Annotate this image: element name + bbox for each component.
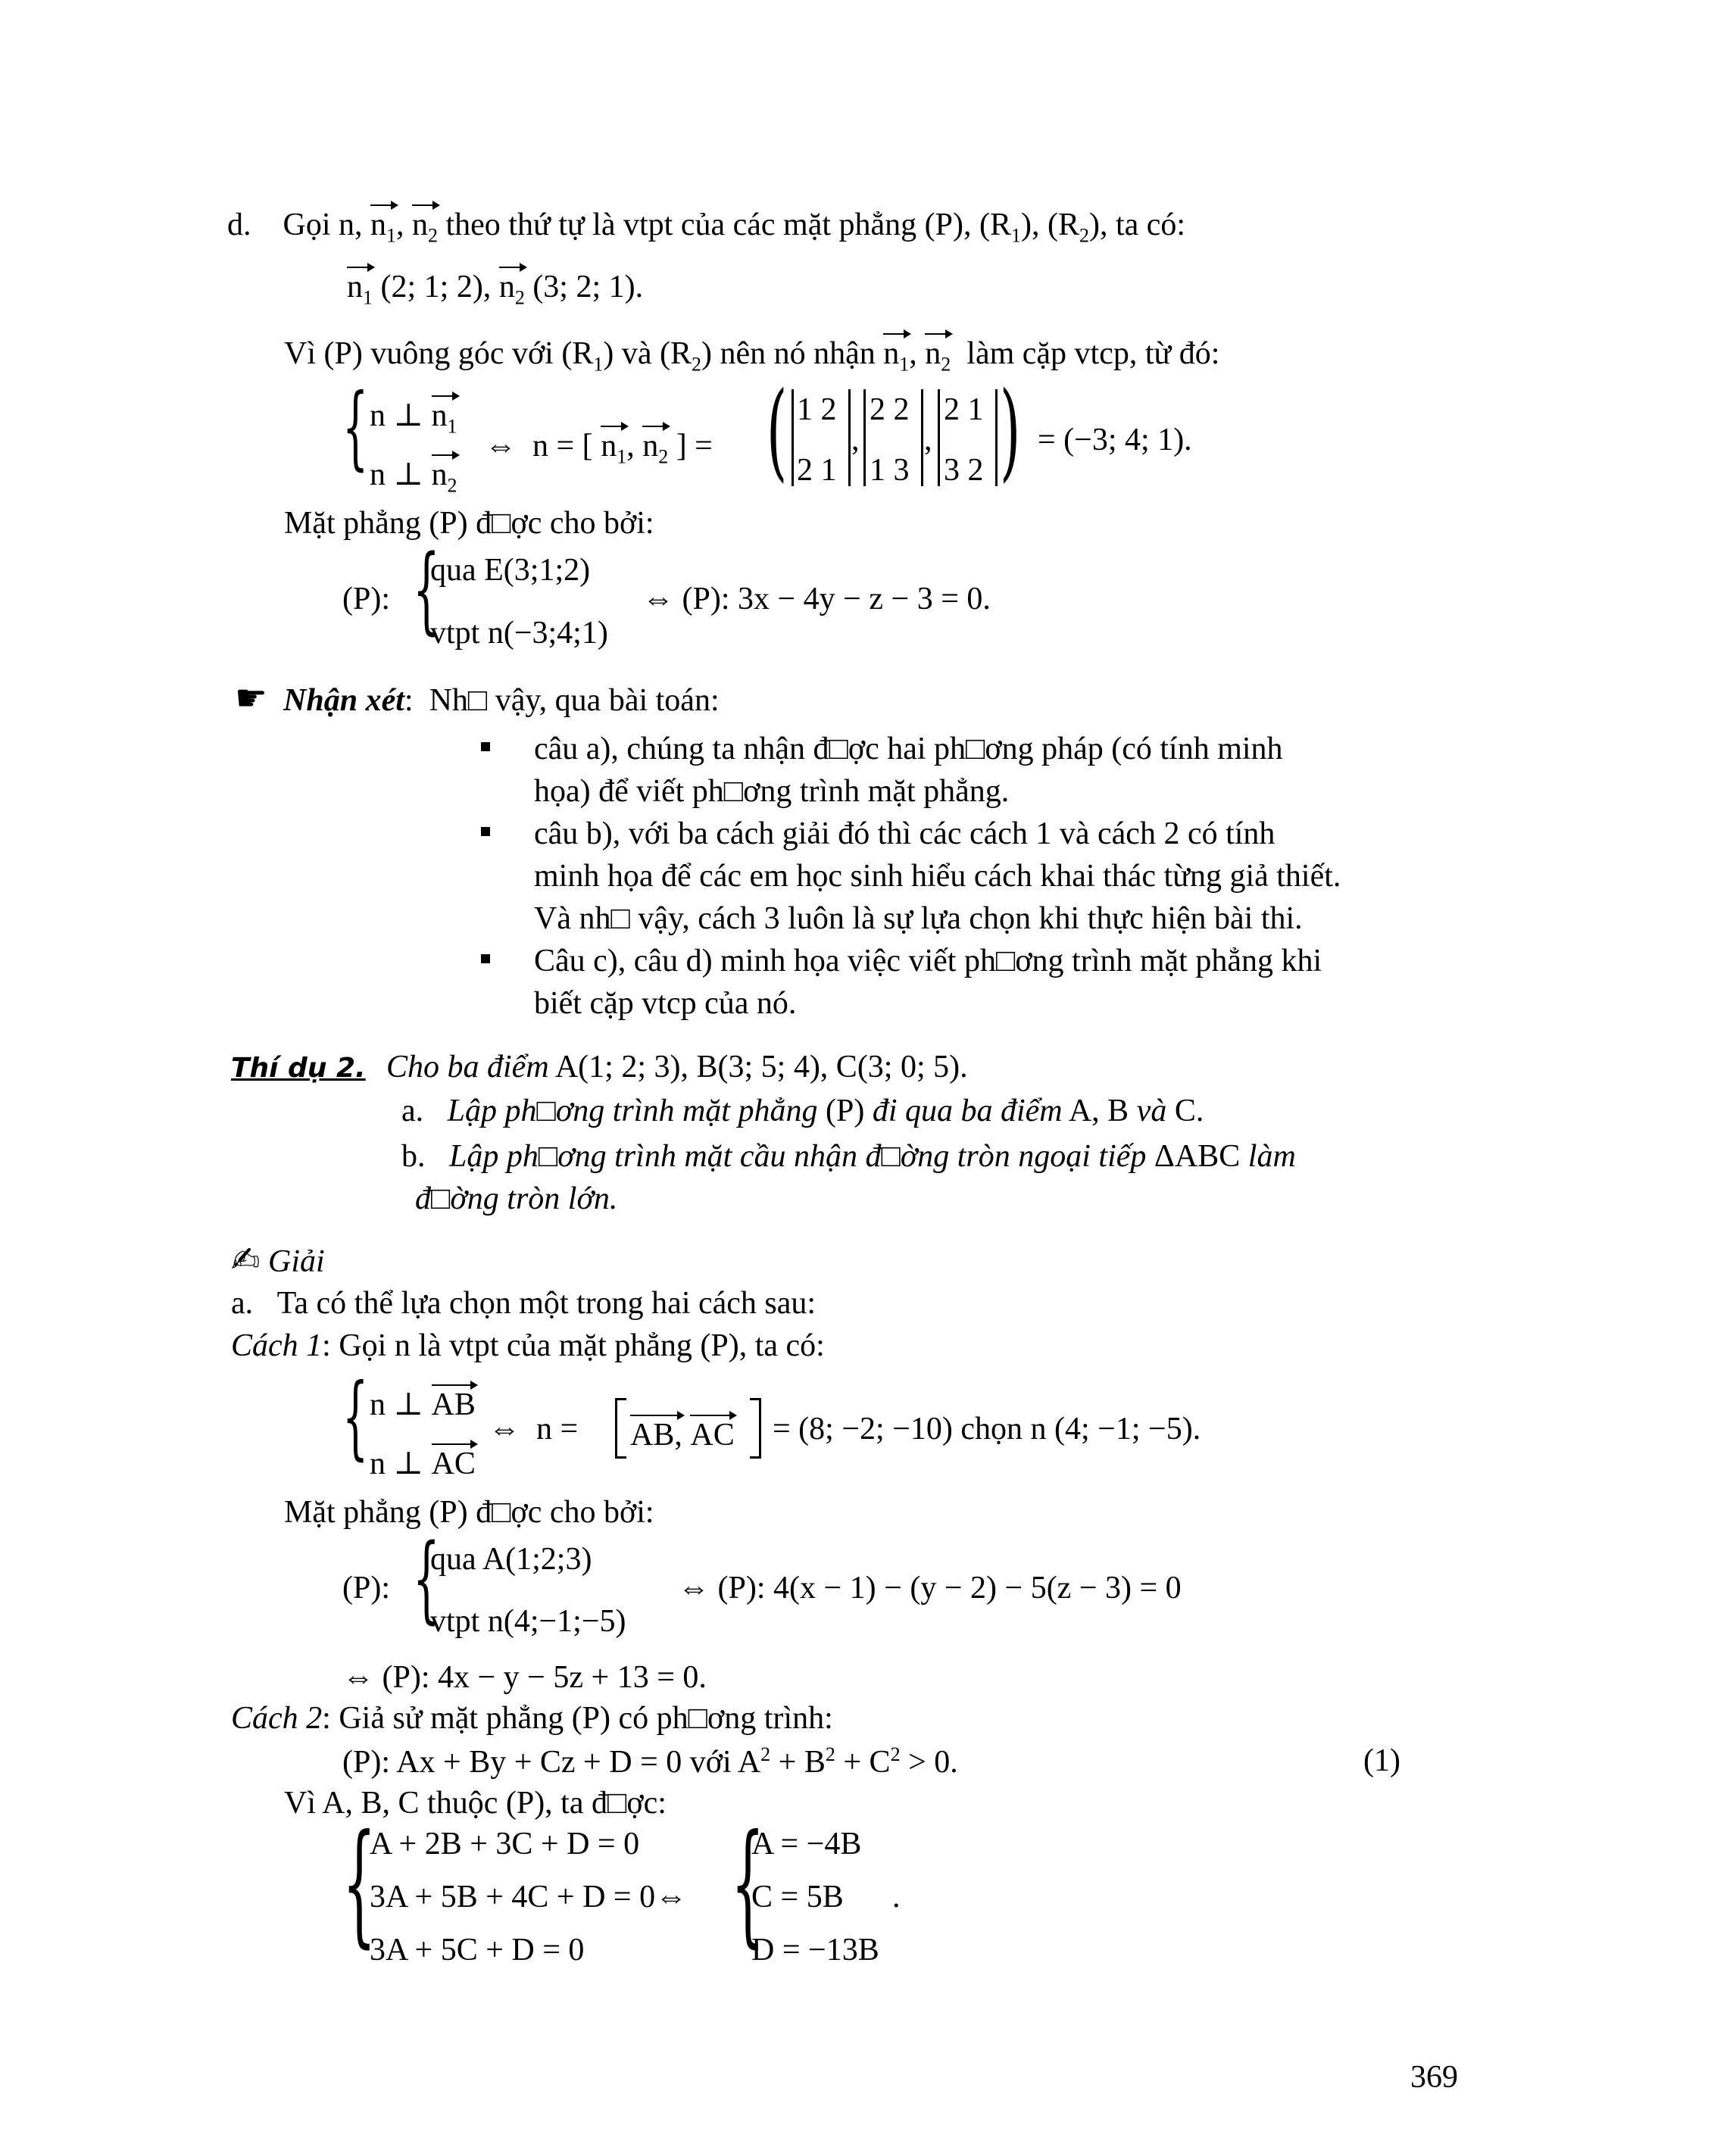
bullet-text: Câu c), câu d) minh họa việc viết ph□ơng trình mặt phẳng khi: [534, 944, 1322, 978]
example-part-b: b. Lập ph□ơng trình mặt cầu nhận đ□ờng tròn ngoại tiếp ΔABC làm: [401, 1139, 1296, 1174]
plane-result: ⇔ (P): 3x − 4y − z − 3 = 0.: [642, 582, 991, 616]
equivalence: ⇔ n =: [489, 1412, 579, 1446]
vector-n2: $n_2$: [412, 203, 438, 245]
determinant: 1 2: [797, 392, 837, 427]
bullet-text: minh họa để các em học sinh hiểu cách khai thác từng giả thiết.: [534, 859, 1341, 894]
part-a-intro: a. Ta có thể lựa chọn một trong hai cách sau:: [231, 1286, 816, 1321]
method-1: Cách 1: Gọi n là vtpt của mặt phẳng (P), ta có:: [231, 1328, 825, 1363]
general-equation: (P): Ax + By + Cz + D = 0 với $A^2 + B^2 + C^2 > 0$.: [342, 1743, 958, 1780]
system-row: n ⊥ $n_1$: [370, 394, 457, 436]
right-paren: ): [1000, 370, 1021, 493]
determinant: 3 2: [944, 453, 984, 488]
bullet-text: Và nh□ vậy, cách 3 luôn là sự lựa chọn khi thực hiện bài thi.: [534, 901, 1303, 936]
system-row: n ⊥ AC: [370, 1442, 476, 1480]
solution-header: ✍ Giải: [231, 1239, 325, 1280]
system-row: n ⊥ $n_2$: [370, 453, 457, 495]
solution-row: A = −4B: [751, 1827, 862, 1861]
left-paren: (: [767, 370, 788, 493]
plane-intro: Mặt phẳng (P) đ□ợc cho bởi:: [284, 1495, 654, 1530]
remark: ☛ Nhận xét: Nh□ vậy, qua bài toán:: [235, 677, 720, 719]
determinant: 2 1: [797, 453, 837, 488]
left-brace: {: [342, 375, 369, 480]
plane-condition: qua A(1;2;3): [430, 1542, 592, 1577]
left-brace: {: [342, 1365, 369, 1470]
example-intro: Cho ba điểm A(1; 2; 3), B(3; 5; 4), C(3; 0; 5).: [386, 1050, 968, 1084]
system-row: n ⊥ AB: [370, 1383, 476, 1421]
solution-row: C = 5B: [751, 1880, 844, 1915]
bullet-text: họa) để viết ph□ơng trình mặt phẳng.: [534, 774, 1010, 809]
plane-label: (P):: [342, 1571, 390, 1606]
example-part-b-cont: đ□ờng tròn lớn.: [415, 1181, 618, 1216]
bullet-text: biết cặp vtcp của nó.: [534, 986, 797, 1021]
system-row: A + 2B + 3C + D = 0: [370, 1827, 640, 1861]
substitution-intro: Vì A, B, C thuộc (P), ta đ□ợc:: [284, 1786, 667, 1821]
system-row: 3A + 5B + 4C + D = 0⇔: [370, 1880, 688, 1915]
cross-product: AB, AC: [630, 1413, 735, 1451]
plane-condition: vtpt n(−3;4;1): [430, 616, 608, 651]
plane-result: ⇔ (P): 4(x − 1) − (y − 2) − 5(z − 3) = 0: [678, 1571, 1182, 1606]
plane-condition: qua E(3;1;2): [430, 553, 591, 588]
determinant: 1 3: [870, 453, 910, 488]
system-row: 3A + 5C + D = 0: [370, 1933, 585, 1968]
equation-number: (1): [1363, 1743, 1400, 1778]
page-number: 369: [1410, 2060, 1458, 2095]
part-d-since: Vì (P) vuông góc với $(R_1)$ và $(R_2)$ nên nó nhận $n_1$, $n_2$ làm cặp vtcp, từ đó:: [284, 332, 1219, 374]
plane-final: ⇔ (P): 4x − y − 5z + 13 = 0.: [342, 1660, 707, 1695]
example-heading: Thí dụ 2.: [231, 1053, 366, 1084]
result: = (−3; 4; 1).: [1038, 423, 1192, 457]
determinant: 2 2: [870, 392, 910, 427]
cross-result: = (8; −2; −10) chọn n (4; −1; −5).: [773, 1412, 1201, 1446]
plane-intro: Mặt phẳng (P) đ□ợc cho bởi:: [284, 506, 654, 541]
left-brace: {: [413, 535, 440, 644]
left-brace: {: [413, 1524, 440, 1634]
bullet: [481, 827, 490, 836]
example-part-a: a. Lập ph□ơng trình mặt phẳng (P) đi qua ba điểm A, B và C.: [401, 1094, 1204, 1128]
part-d-intro: d. Gọi n, $n_1$, $n_2$ theo thứ tự là vtpt của các mặt phẳng (P), $(R_1)$, $(R_2)$, ta có:: [227, 203, 1185, 245]
part-d-vectors: $n_1$ (2; 1; 2), $n_2$ (3; 2; 1).: [347, 265, 643, 307]
left-brace: {: [342, 1807, 376, 1961]
bullet-text: câu a), chúng ta nhận đ□ợc hai ph□ơng pháp (có tính minh: [534, 732, 1283, 766]
left-brace: {: [731, 1807, 765, 1961]
plane-label: (P):: [342, 582, 390, 616]
bullet: [481, 954, 490, 963]
method-2: Cách 2: Giả sử mặt phẳng (P) có ph□ơng trình:: [231, 1701, 833, 1736]
plane-condition: vtpt n(4;−1;−5): [430, 1604, 626, 1639]
bullet-text: câu b), với ba cách giải đó thì các cách 1 và cách 2 có tính: [534, 816, 1275, 851]
writing-hand-icon: ✍: [231, 1239, 261, 1280]
determinant: 2 1: [944, 392, 984, 427]
vector-n1: $n_1$: [370, 203, 396, 245]
solution-row: D = −13B: [751, 1933, 879, 1968]
pointing-hand-icon: ☛: [235, 677, 268, 719]
equivalence: ⇔ n = [ $n_1$, $n_2$ ] =: [485, 424, 713, 467]
bullet: [481, 742, 490, 751]
